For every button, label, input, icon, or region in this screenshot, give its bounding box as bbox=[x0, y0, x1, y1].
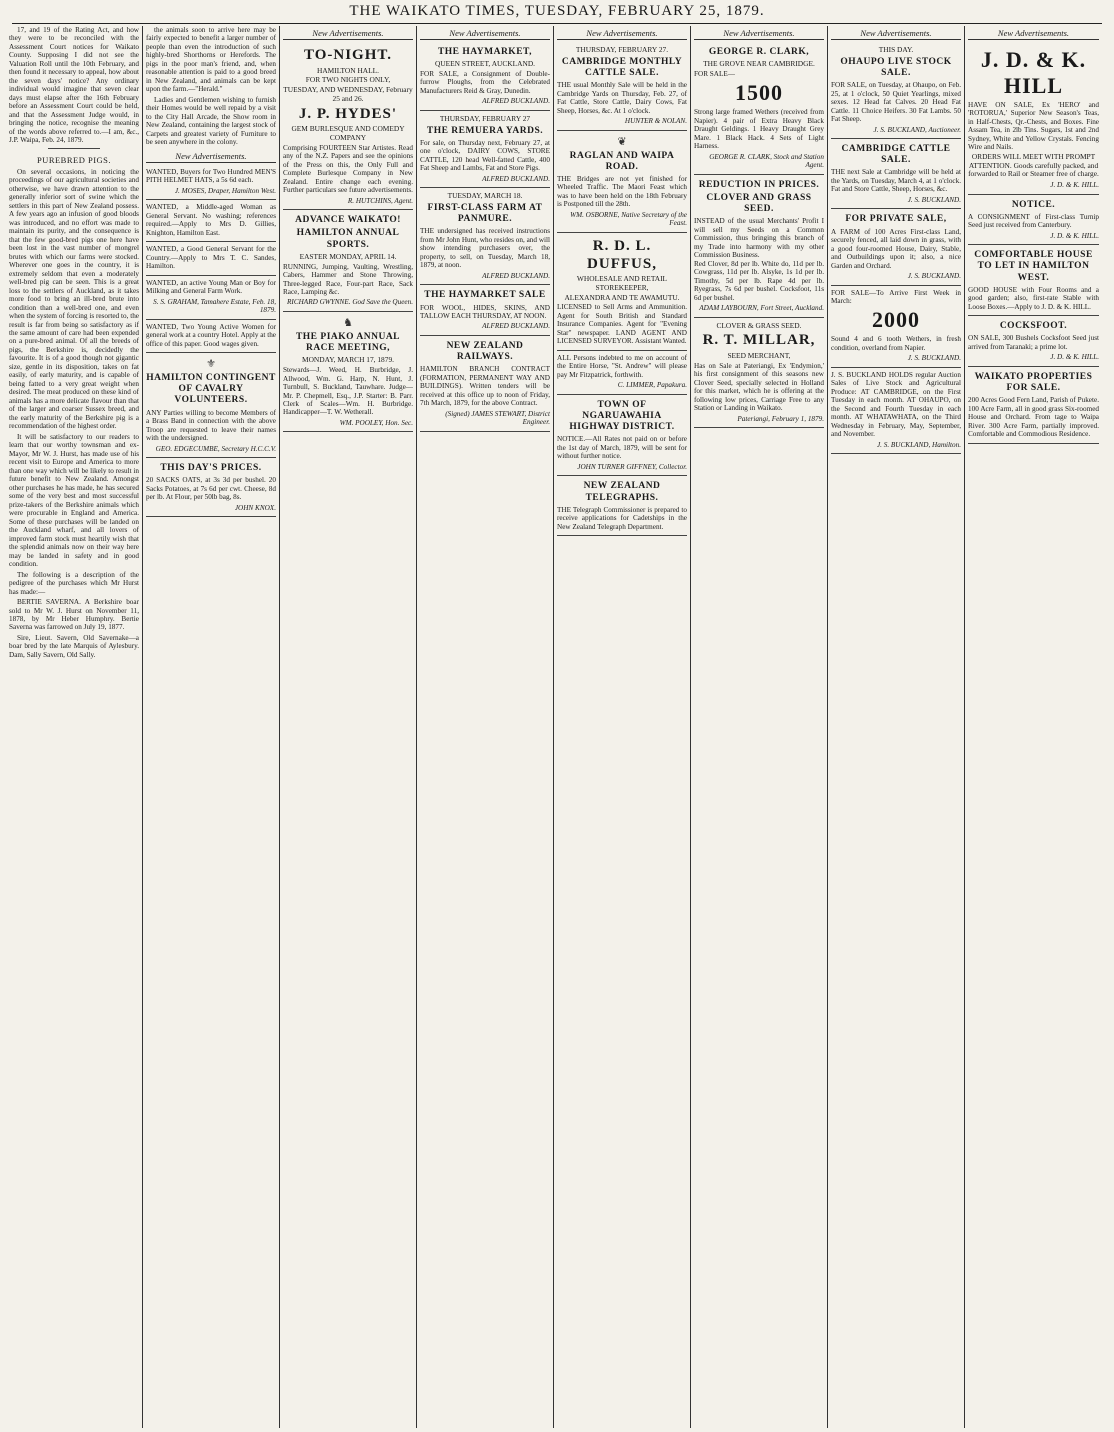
ad-signature: GEO. EDGECUMBE, Secretary H.C.C.V. bbox=[155, 444, 276, 453]
ad-title: NOTICE. bbox=[1011, 199, 1056, 210]
ad-private-sale bbox=[831, 209, 961, 285]
article-paragraph: BERTIE SAVERNA. A Berkshire boar sold to Mr W. J. Hurst on November 11, 1878, by Mr Heber Humphry. Bertie Saverna was farrowed on July 19, 1877. bbox=[9, 598, 139, 632]
ad-george-clark bbox=[694, 42, 824, 175]
ad-body: WANTED, Buyers for Two Hundred MEN'S PITH HELMET HATS, a 5s 6d each. bbox=[146, 167, 276, 185]
ad-hill-teas bbox=[968, 42, 1099, 195]
ad-signature: JOHN KNOX. bbox=[234, 503, 276, 512]
ad-label: FOR SALE— bbox=[694, 69, 735, 78]
ad-body: THE Bridges are not yet finished for Wheeled Traffic. The Maori Feast which was to have been held on the 18th February is Postponed till the 28th. bbox=[557, 174, 687, 209]
ad-waikato-properties bbox=[968, 367, 1099, 444]
ad-piako-races bbox=[283, 312, 413, 433]
ad-slogan: ADVANCE WAIKATO! bbox=[295, 215, 401, 226]
ad-body: ON SALE, 300 Bushels Cocksfoot Seed just arrived from Taranaki; a prime lot. bbox=[968, 334, 1099, 351]
column-3 bbox=[280, 26, 417, 1428]
article-heading: PUREBRED PIGS. bbox=[36, 154, 112, 165]
ad-servant-wanted bbox=[146, 200, 276, 242]
ad-farm-work bbox=[146, 276, 276, 320]
ad-signature: J. D. & K. HILL. bbox=[1050, 181, 1099, 190]
ad-title: THE REMUERA YARDS. bbox=[426, 125, 544, 136]
ad-general-servant bbox=[146, 242, 276, 275]
column-4 bbox=[417, 26, 554, 1428]
ad-date: EASTER MONDAY, APRIL 14. bbox=[299, 251, 397, 261]
ad-title: FIRST-CLASS FARM AT PANMURE. bbox=[427, 202, 543, 225]
ad-hotel-women bbox=[146, 320, 276, 353]
merchant-name: GEORGE R. CLARK, bbox=[708, 47, 810, 58]
section-heading: New Advertisements. bbox=[831, 26, 961, 40]
ad-body: Sound 4 and 6 tooth Wethers, in fresh condition, overland from Napier. bbox=[831, 335, 961, 352]
ad-body: THE next Sale at Cambridge will be held at the Yards, on Tuesday, March 4, at 1 o'clock. Fat and Store Cattle, Sheep, Horses, &c. bbox=[831, 168, 961, 194]
ad-body: THE undersigned has received instructions from Mr John Hunt, who resides on, and will show intending purchasers over, the property, to sell, on Tuesday, March 18, 1879, at noon. bbox=[420, 227, 550, 270]
ad-title: WAIKATO PROPERTIES FOR SALE. bbox=[974, 371, 1093, 394]
column-5 bbox=[554, 26, 691, 1428]
letter-text: 17, and 19 of the Rating Act, and how they were to be reconciled with the Assessment Court notices for Waikato County. Supposing I did not see the Valuation Roll until the 10th February, and then found it necessary to appeal, how about the seven days' notice? Any ordinary individual would imagine that seven clear days must elapse after the 16th February before an Assessment Court could be held, and that the Assessment Judge would, in bringing the notice, recognise the meaning of the words above referred to.—I am, &c., J.P. Waipa, Feb. 24, 1879. bbox=[9, 26, 139, 145]
company-name: J. P. HYDES' bbox=[298, 105, 398, 122]
ad-signature: R. HUTCHINS, Agent. bbox=[347, 196, 413, 205]
merchant-name: R. T. MILLAR, bbox=[702, 332, 816, 349]
column-7 bbox=[828, 26, 965, 1428]
ad-body: 200 Acres Good Fern Land, Parish of Pukete. 100 Acre Farm, all in good grass Six-roomed House and Orchard. From tage to Waipa River. 300 Acre Farm, partially improved. Comfortable and Commodious Residence. bbox=[968, 396, 1099, 439]
column-6 bbox=[691, 26, 828, 1428]
ad-title: COMFORTABLE HOUSE TO LET IN HAMILTON WEST. bbox=[974, 250, 1093, 283]
ad-body: FOR SALE, a Consignment of Double-furrow Ploughs, from the Celebrated Manufacturers Reid & Gray, Dunedin. bbox=[420, 69, 550, 95]
ad-signature: J. S. BUCKLAND. bbox=[907, 195, 961, 204]
ad-body: For sale, on Thursday next, February 27, at one o'clock, DAIRY COWS, STORE CATTLE, 120 head Well-fatted Cattle, 400 Fat Sheep and Lambs, Fat and Store Pigs. bbox=[420, 138, 550, 173]
ad-burlesque bbox=[283, 42, 413, 210]
ad-title: THE HAYMARKET, bbox=[437, 47, 533, 58]
ad-body: ANY Parties willing to become Members of a Brass Band in connection with the above Troop are requested to leave their names with the undersigned. bbox=[146, 408, 276, 443]
ad-house-to-let bbox=[968, 245, 1099, 316]
ad-duffus bbox=[557, 233, 687, 351]
ad-date: TUESDAY, MARCH 18. bbox=[447, 191, 523, 201]
ad-ohaupo-sale bbox=[831, 42, 961, 139]
ad-title: THE HAYMARKET SALE bbox=[424, 290, 546, 301]
horse-icon: ♞ bbox=[343, 316, 353, 329]
ad-date: THIS DAY. bbox=[878, 45, 914, 55]
column-2 bbox=[143, 26, 280, 1428]
ad-body: WANTED, Two Young Active Women for general work at a country Hotel. Apply at the office of this paper. Good wages given. bbox=[146, 322, 276, 348]
ad-signature: ALFRED BUCKLAND. bbox=[482, 322, 550, 331]
ad-title: THE PIAKO ANNUAL RACE MEETING, bbox=[295, 331, 401, 354]
ad-date: THURSDAY, FEBRUARY 27. bbox=[575, 45, 669, 55]
ad-clover-seed bbox=[694, 175, 824, 318]
ad-title: OHAUPO LIVE STOCK SALE. bbox=[840, 56, 952, 78]
ad-signature: J. D. & K. HILL. bbox=[1050, 231, 1099, 240]
merchant-place: THE GROVE NEAR CAMBRIDGE. bbox=[703, 59, 815, 69]
ad-body: FOR WOOL, HIDES, SKINS, AND TALLOW EACH THURSDAY, AT NOON. bbox=[420, 303, 550, 320]
ad-body: Stewards—J. Weed, H. Burbridge, J. Allwood, Wm. G. Harp, N. Hunt, J. Turnbull, S. Buckland, Tauwhare. Judge—Mr. P. Chepmell, Esq., J.P. Starter: B. Parr. Clerk of Scales—Wm. H. Burbridge. Handicapper—T. W. Wetherall. bbox=[283, 366, 413, 417]
ad-title: RAGLAN AND WAIPA ROAD. bbox=[569, 150, 675, 172]
ad-body: HAMILTON BRANCH CONTRACT (FORMATION, PERMANENT WAY AND BUILDINGS). Written tenders will be received at this office up to noon of Friday, 7th March, 1879, for the above Contract. bbox=[420, 365, 550, 408]
ad-dates: TUESDAY, AND WEDNESDAY, February 25 and 26. bbox=[283, 85, 413, 103]
ad-body: WANTED, an active Young Man or Boy for Milking and General Farm Work. bbox=[146, 278, 276, 296]
article-paragraph: On several occasions, in noticing the proceedings of our agricultural societies and otherwise, we have drawn attention to the generally inferior sort of swine which the settlers in this part of New Zealand possess. A few years ago an infusion of good bloods was introduced, and no effort was made to maintain its purity, and the consequence is that the few good-bred pigs one here have been lost in the vast number of mongrel brutes with which our farms were stocked. Wherever one goes in the country, it is extremely seldom that even a moderately well-bred pig can be seen. This is a great loss to the settlers of Auckland, as it takes more food to bring an ill-bred brute into condition than a well-bred one, and even when the system of forcing is resorted to, the result is far from being so satisfactory as if the same amount of care had been expended on a pure-bred animal. Of all the breeds of pigs, the Berkshire is, decidedly the favourite. It is of a good though not gigantic size, gentle in its disposition, takes on fat easily, of early maturity, and is capable of being fatted to a very great weight when desired. The meat produced on these kind of animals has a more delicate flavour than that of the larger and coarser Sussex breed, and the early maturity of the Berkshire pig is a recommendation of the highest order. bbox=[9, 167, 139, 431]
ad-title: CAMBRIDGE CATTLE SALE. bbox=[841, 144, 951, 166]
ad-signature: WM. POOLEY, Hon. Sec. bbox=[339, 418, 413, 427]
ad-body: Strong large framed Wethers (received from Napier). 4 pair of Extra Heavy Black Draught Geldings. 1 Heavy Draught Grey Mare. 1 Black Hack. 4 Sets of Light Harness. bbox=[694, 108, 824, 151]
section-heading: New Advertisements. bbox=[420, 26, 550, 40]
ad-signature: (Signed) JAMES STEWART, District Engineer. bbox=[445, 409, 550, 427]
ad-body: FOR SALE, on Tuesday, at Ohaupo, on Feb. 25, at 1 o'clock, 50 Quiet Yearlings, mixed sexes. 12 Head fat Calves. 20 Head Fat Cattle. 11 Choice Heifers. 30 Fat Lambs. 50 Fat Sheep. bbox=[831, 81, 961, 124]
ad-signature: WM. OSBORNE, Native Secretary of the Feast. bbox=[570, 210, 687, 228]
article-paragraph: Ladies and Gentlemen wishing to furnish their Homes would be well repaid by a visit to the City Hall Arcade, the Show room in New Zealand, containing the largest stock of Carpets and greatest variety of Furniture to be seen anywhere in the colony. bbox=[146, 95, 276, 147]
column-1 bbox=[6, 26, 143, 1428]
ad-body: HAVE ON SALE, Ex 'HERO' and 'ROTORUA,' Superior New Season's Teas, in Half-Chests, Qr.-Chests, and Boxes. Fine Assam Tea, in 2lb Tins. Sugars, 1st and 2nd Sydney, White and Yellow Crystals. Fencing Wire and Nails. bbox=[968, 100, 1099, 152]
ad-remuera-yards bbox=[420, 111, 550, 188]
wether-count: 2000 bbox=[872, 307, 920, 333]
ad-auction-schedule bbox=[831, 368, 961, 454]
ad-helmet-hats bbox=[146, 165, 276, 200]
ad-sports bbox=[283, 210, 413, 312]
masthead-rule bbox=[12, 23, 1102, 24]
merchant-description: WHOLESALE AND RETAIL STOREKEEPER, bbox=[576, 274, 668, 292]
ad-signature: J. S. BUCKLAND, Auctioneer. bbox=[873, 125, 961, 134]
masthead-title: THE WAIKATO TIMES, TUESDAY, FEBRUARY 25, 1879. bbox=[349, 3, 765, 19]
article-paragraph: Sire, Lieut. Savern, Old Savernake—a boar bred by the late Marquis of Aylesbury. Dam, Sally Savern, Old Sally. bbox=[9, 633, 139, 659]
ad-body: 20 SACKS OATS, at 3s 3d per bushel. 20 Sacks Potatoes, at 7s 6d per cwt. Cheese, 8d per lb. At Flour, per 50lb bag, 8s. bbox=[146, 476, 276, 502]
ad-signature: GEORGE R. CLARK, Stock and Station Agent. bbox=[709, 152, 824, 170]
article-paragraph: It will be satisfactory to our readers to learn that our worthy townsman and ex-Mayor, Mr W. J. Hurst, has made use of his recent visit to Europe and America to more than one way which will be likely to result in future benefit to New Zealand. Amongst other purchases he has made, he has secured some of the very best and most successful prize-takers of the Berkshire animals which were procurable in England and America. Some of these purchases will be landed on the Auckland wharf, and all lovers of improved farm stock must heartily wish that the splendid animals now on their way here may be landed in safety and in good condition. bbox=[9, 432, 139, 569]
ad-body: A FARM of 100 Acres First-class Land, securely fenced, all laid down in grass, with a good four-roomed House, Dairy, Stable, and Outbuildings upon it; also, a nice Garden and Orchard. bbox=[831, 227, 961, 270]
ad-signature: J. D. & K. HILL. bbox=[1050, 353, 1099, 362]
ad-wethers-arriving bbox=[831, 286, 961, 368]
ad-panmure-farm bbox=[420, 188, 550, 285]
ad-body: WANTED, a Good General Servant for the Country.—Apply to Mrs T. C. Sandes, Hamilton. bbox=[146, 245, 276, 271]
ad-body: A CONSIGNMENT of First-class Turnip Seed just received from Canterbury. bbox=[968, 212, 1099, 230]
ad-signature: ADAM LAYBOURN, Fort Street, Auckland. bbox=[699, 304, 824, 313]
ad-title: COCKSFOOT. bbox=[999, 321, 1068, 332]
company-description: GEM BURLESQUE AND COMEDY COMPANY bbox=[291, 124, 405, 143]
crest-icon: ⚜ bbox=[206, 358, 216, 371]
ad-cocksfoot bbox=[968, 316, 1099, 367]
ad-title: NEW ZEALAND RAILWAYS. bbox=[446, 340, 524, 363]
ad-signature: J. S. BUCKLAND, Hamilton. bbox=[876, 440, 961, 449]
ad-signature: J. S. BUCKLAND. bbox=[907, 354, 961, 363]
ad-body: Has on Sale at Pateriangi, Ex 'Endymion,' his first consignment of this seasons new Clover Seed, specially selected in Holland for this market, which he is offering at the following low prices, Carriage Free to any Station or Landing in Waikato. bbox=[694, 361, 824, 413]
divider bbox=[48, 148, 100, 149]
ad-title: TO-NIGHT. bbox=[303, 47, 393, 64]
ad-note: ORDERS WILL MEET WITH PROMPT ATTENTION. Goods carefully packed, and forwarded to Rail or Steamer free of charge. bbox=[968, 151, 1099, 179]
ad-horse-notice bbox=[557, 351, 687, 395]
ad-title: CAMBRIDGE MONTHLY CATTLE SALE. bbox=[561, 56, 683, 78]
ad-subtitle: CLOVER AND GRASS SEED. bbox=[706, 192, 812, 215]
ad-body: J. S. BUCKLAND HOLDS regular Auction Sales of Live Stock and Agricultural Produce: AT CAMBRIDGE, on the First Tuesday in each month. AT OHAUPO, on the Second and Fourth Tuesday in each month. AT WHATAWHATA, on the Third Wednesday in February, May, September, and November. bbox=[831, 370, 961, 439]
ad-title: THIS DAY'S PRICES. bbox=[160, 463, 262, 474]
ad-wool-sale bbox=[420, 285, 550, 336]
ad-body: INSTEAD of the usual Merchants' Profit I will sell my Seeds on a Common Commission, thus bringing this branch of my Trade into harmony with my other Commission Business. bbox=[694, 217, 824, 260]
ad-signature: J. S. BUCKLAND. bbox=[907, 272, 961, 281]
seed-prices: Red Clover, 8d per lb. White do, 11d per lb. Cowgrass, 11d per lb. Alsyke, 1s 1d per lb. Timothy, 5d per lb. Rape 4d per lb. Ryegrass, 7s 6d per bushel. Cocksfoot, 11s 6d per bushel. bbox=[694, 259, 824, 302]
ad-nights: FOR TWO NIGHTS ONLY, bbox=[305, 75, 391, 85]
wether-count: 1500 bbox=[735, 80, 783, 106]
ad-signature: Pateriangi, February 1, 1879. bbox=[737, 414, 824, 423]
ad-millar-seed bbox=[694, 318, 824, 429]
ad-title: FOR PRIVATE SALE, bbox=[845, 214, 947, 225]
ad-signature: S. S. GRAHAM, Tamahere Estate, Feb. 18, 1879. bbox=[153, 297, 276, 315]
ad-signature: HUNTER & NOLAN. bbox=[624, 117, 687, 126]
ad-signature: J. MOSES, Draper, Hamilton West. bbox=[174, 186, 276, 195]
merchant-name: J. D. & K. HILL bbox=[980, 47, 1087, 98]
ad-signature: C. LIMMER, Papakura. bbox=[617, 381, 687, 390]
ad-signature: JOHN TURNER GIFFNEY, Collector. bbox=[577, 462, 687, 471]
columns bbox=[6, 26, 1110, 1428]
ad-date: MONDAY, MARCH 17, 1879. bbox=[302, 355, 394, 365]
ad-date: THURSDAY, FEBRUARY 27 bbox=[439, 113, 531, 123]
merchant-description: SEED MERCHANT, bbox=[727, 351, 791, 361]
ad-venue: HAMILTON HALL. bbox=[317, 65, 379, 75]
ad-label: FOR SALE—To Arrive First Week in March: bbox=[831, 288, 961, 305]
article-paragraph: The following is a description of the pedigree of the purchases which Mr Hurst has made:— bbox=[9, 570, 139, 596]
ornament-icon: ❦ bbox=[617, 135, 627, 148]
ad-signature: ALFRED BUCKLAND. bbox=[482, 174, 550, 183]
ad-raglan-road bbox=[557, 131, 687, 233]
ad-signature: ALFRED BUCKLAND. bbox=[482, 97, 550, 106]
column-8 bbox=[965, 26, 1102, 1428]
ad-body: LICENSED to Sell Arms and Ammunition. Agent for South British and Standard Insurance Companies. Agent for "Evening Star" newspaper. LAND AGENT AND LICENSED SURVEYOR. Assistant Wanted. bbox=[557, 303, 687, 346]
ad-title: NEW ZEALAND TELEGRAPHS. bbox=[583, 481, 661, 503]
ad-cambridge-cattle bbox=[557, 42, 687, 131]
ad-title: HAMILTON ANNUAL SPORTS. bbox=[296, 228, 400, 250]
section-heading: New Advertisements. bbox=[557, 26, 687, 40]
ad-signature: ALFRED BUCKLAND. bbox=[482, 271, 550, 280]
ad-haymarket-ploughs bbox=[420, 42, 550, 111]
ad-title: HAMILTON CONTINGENT OF CAVALRY VOLUNTEERS. bbox=[146, 373, 276, 406]
ad-signature: RICHARD GWYNNE. God Save the Queen. bbox=[287, 298, 413, 307]
section-heading: New Advertisements. bbox=[146, 149, 276, 163]
ad-turnip-notice bbox=[968, 195, 1099, 246]
ad-body: THE Telegraph Commissioner is prepared to receive applications for Cadetships in the New Zealand Telegraph Department. bbox=[557, 505, 687, 531]
merchant-place: ALEXANDRA AND TE AWAMUTU. bbox=[564, 292, 680, 302]
ad-cavalry-volunteers bbox=[146, 353, 276, 458]
section-heading: New Advertisements. bbox=[968, 26, 1099, 40]
ad-days-prices bbox=[146, 458, 276, 517]
section-heading: New Advertisements. bbox=[283, 26, 413, 40]
ad-railways bbox=[420, 336, 550, 432]
ad-title: TOWN OF NGARUAWAHIA HIGHWAY DISTRICT. bbox=[569, 399, 675, 433]
ad-body: THE usual Monthly Sale will be held in the Cambridge Yards on Thursday, Feb. 27, of Fat Cattle, Store Cattle, Dairy Cows, Fat Sheep, Horses, &c. At 1 o'clock. bbox=[557, 81, 687, 115]
ad-subtitle: CLOVER & GRASS SEED. bbox=[716, 320, 802, 330]
ad-body: RUNNING, Jumping, Vaulting, Wrestling, Cabers, Hammer and Stone Throwing, Three-legged Race, Four-part Race, Sack Race, Lamping &c. bbox=[283, 262, 413, 296]
merchant-name: R. D. L. DUFFUS, bbox=[587, 237, 657, 272]
ad-body: GOOD HOUSE with Four Rooms and a good garden; also, first-rate Stable with Loose Boxes.—Apply to J. D. & K. HILL. bbox=[968, 285, 1099, 311]
ad-body: ALL Persons indebted to me on account of the Entire Horse, "St. Andrew" will please pay Mr Fitzpatrick, forthwith. bbox=[557, 353, 687, 379]
ad-cambridge-sale bbox=[831, 139, 961, 209]
ad-telegraphs bbox=[557, 476, 687, 536]
ad-body: Comprising FOURTEEN Star Artistes. Read any of the N.Z. Papers and see the opinions of the Press on this, the Only Full and Complete Burlesque Company in New Zealand. Entire change each evening. Further particulars see future advertisements. bbox=[283, 143, 413, 195]
ad-body: WANTED, a Middle-aged Woman as General Servant. No washing; references required.—Apply to Mrs D. Gillies, Knighton, Hamilton East. bbox=[146, 203, 276, 237]
ad-body: NOTICE.—All Rates not paid on or before the 1st day of March, 1879, will be sent for without further notice. bbox=[557, 435, 687, 461]
section-heading: New Advertisements. bbox=[694, 26, 824, 40]
ad-ngaruawahia-rates bbox=[557, 395, 687, 477]
ad-address: QUEEN STREET, AUCKLAND. bbox=[434, 59, 536, 69]
article-paragraph: the animals soon to arrive here may be fairly expected to benefit a larger number of people than even the introduction of such highly-bred Shorthorns or Herefords. The pigs in the poor man's friend, and, when reasonable attention is paid to a good breed in New Zealand, and animals can be kept upon the farm.—"Herald." bbox=[146, 26, 276, 94]
ad-title: REDUCTION IN PRICES. bbox=[698, 179, 820, 190]
